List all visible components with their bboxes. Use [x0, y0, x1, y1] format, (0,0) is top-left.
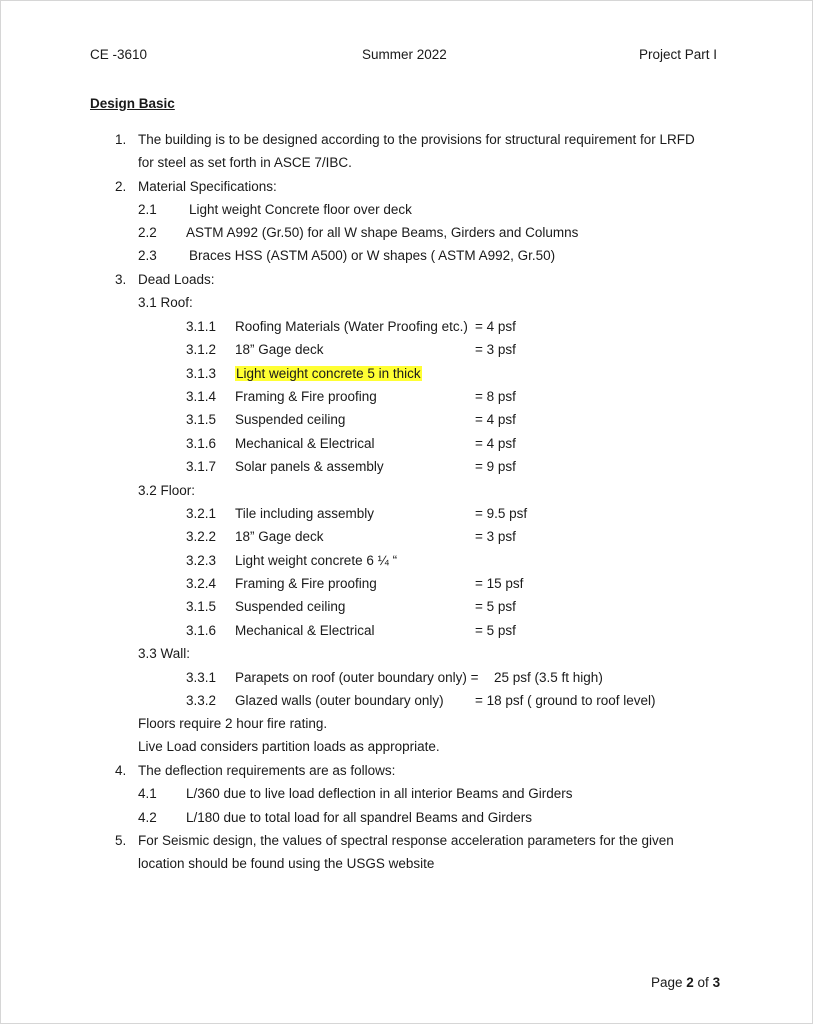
floor-row-value: = 15 psf — [475, 576, 524, 591]
item-2-1-text: Light weight Concrete floor over deck — [189, 202, 412, 217]
floor-row-number: 3.1.6 — [186, 623, 217, 638]
item-5-number: 5. — [115, 833, 127, 848]
page-total: 3 — [712, 975, 721, 990]
floor-row-label: Tile including assembly — [235, 506, 375, 521]
roof-row-value: = 3 psf — [475, 342, 516, 357]
floor-row-number: 3.2.1 — [186, 506, 217, 521]
roof-row-number: 3.1.2 — [186, 342, 217, 357]
header-term: Summer 2022 — [362, 47, 447, 62]
highlight-mark: Light weight concrete 5 in thick — [236, 366, 421, 381]
wall-row-number: 3.3.1 — [186, 670, 217, 685]
item-4-number: 4. — [115, 763, 127, 778]
roof-row-label: Suspended ceiling — [235, 412, 346, 427]
item-2-number: 2. — [115, 179, 127, 194]
roof-row-label: 18” Gage deck — [235, 342, 324, 357]
floor-row-value: = 9.5 psf — [475, 506, 528, 521]
roof-row-number: 3.1.4 — [186, 389, 217, 404]
item-2-title: Material Specifications: — [138, 179, 277, 194]
roof-row-number: 3.1.7 — [186, 459, 217, 474]
fire-rating-note: Floors require 2 hour fire rating. — [138, 716, 328, 731]
item-4-2-text: L/180 due to total load for all spandrel Beams and Girders — [186, 810, 532, 825]
item-2-2-text: ASTM A992 (Gr.50) for all W shape Beams, Girders and Columns — [186, 225, 579, 240]
item-2-3-text: Braces HSS (ASTM A500) or W shapes ( ASTM A992, Gr.50) — [189, 248, 556, 263]
wall-subheading: 3.3 Wall: — [138, 646, 191, 661]
item-1-number: 1. — [115, 132, 127, 147]
roof-row-number: 3.1.3 — [186, 366, 217, 381]
roof-subheading: 3.1 Roof: — [138, 295, 193, 310]
roof-row-number: 3.1.1 — [186, 319, 217, 334]
item-5-line-1: For Seismic design, the values of spectral response acceleration parameters for the given — [138, 833, 674, 848]
page-of: of — [693, 975, 713, 990]
floor-row-label: Mechanical & Electrical — [235, 623, 375, 638]
live-load-note: Live Load considers partition loads as appropriate. — [138, 739, 440, 754]
floor-row-number: 3.2.2 — [186, 529, 217, 544]
roof-row-number: 3.1.5 — [186, 412, 217, 427]
item-3-number: 3. — [115, 272, 127, 287]
floor-subheading: 3.2 Floor: — [138, 483, 196, 498]
floor-row-value: = 5 psf — [475, 599, 516, 614]
floor-row-number: 3.2.4 — [186, 576, 217, 591]
roof-row-value: = 8 psf — [475, 389, 516, 404]
roof-row-label-highlighted — [235, 366, 422, 382]
roof-row-number: 3.1.6 — [186, 436, 217, 451]
item-1-line-2: for steel as set forth in ASCE 7/IBC. — [138, 155, 352, 170]
item-2-1-number: 2.1 — [138, 202, 157, 217]
roof-row-value: = 4 psf — [475, 412, 516, 427]
section-title: Design Basic — [90, 96, 175, 111]
roof-row-label: Roofing Materials (Water Proofing etc.) — [235, 319, 468, 334]
wall-row-value: 25 psf (3.5 ft high) — [494, 670, 603, 685]
roof-row-value: = 4 psf — [475, 319, 516, 334]
floor-row-label: Suspended ceiling — [235, 599, 346, 614]
roof-row-label: Framing & Fire proofing — [235, 389, 377, 404]
floor-row-value: = 5 psf — [475, 623, 516, 638]
floor-row-label: Light weight concrete 6 ¼ “ — [235, 553, 398, 568]
wall-row-label: Parapets on roof (outer boundary only) = — [235, 670, 479, 685]
floor-row-label: Framing & Fire proofing — [235, 576, 377, 591]
wall-row-number: 3.3.2 — [186, 693, 217, 708]
item-5-line-2: location should be found using the USGS website — [138, 856, 435, 871]
page-number — [651, 975, 720, 991]
floor-row-number: 3.2.3 — [186, 553, 217, 568]
floor-row-value: = 3 psf — [475, 529, 516, 544]
header-part: Project Part I — [639, 47, 718, 62]
item-1-line-1: The building is to be designed according to the provisions for structural requirement for LRFD — [138, 132, 695, 147]
floor-row-label: 18” Gage deck — [235, 529, 324, 544]
page-current: 2 — [686, 975, 694, 990]
roof-row-value: = 4 psf — [475, 436, 516, 451]
item-4-title: The deflection requirements are as follows: — [138, 763, 396, 778]
roof-row-label: Mechanical & Electrical — [235, 436, 375, 451]
wall-row-value: = 18 psf ( ground to roof level) — [475, 693, 656, 708]
page-prefix: Page — [651, 975, 687, 990]
item-4-2-number: 4.2 — [138, 810, 157, 825]
item-4-1-number: 4.1 — [138, 786, 157, 801]
roof-row-value: = 9 psf — [475, 459, 516, 474]
item-2-2-number: 2.2 — [138, 225, 157, 240]
item-2-3-number: 2.3 — [138, 248, 157, 263]
item-3-title: Dead Loads: — [138, 272, 215, 287]
item-4-1-text: L/360 due to live load deflection in all interior Beams and Girders — [186, 786, 573, 801]
header-course: CE -3610 — [90, 47, 148, 62]
floor-row-number: 3.1.5 — [186, 599, 217, 614]
wall-row-label: Glazed walls (outer boundary only) — [235, 693, 444, 708]
roof-row-label: Solar panels & assembly — [235, 459, 384, 474]
